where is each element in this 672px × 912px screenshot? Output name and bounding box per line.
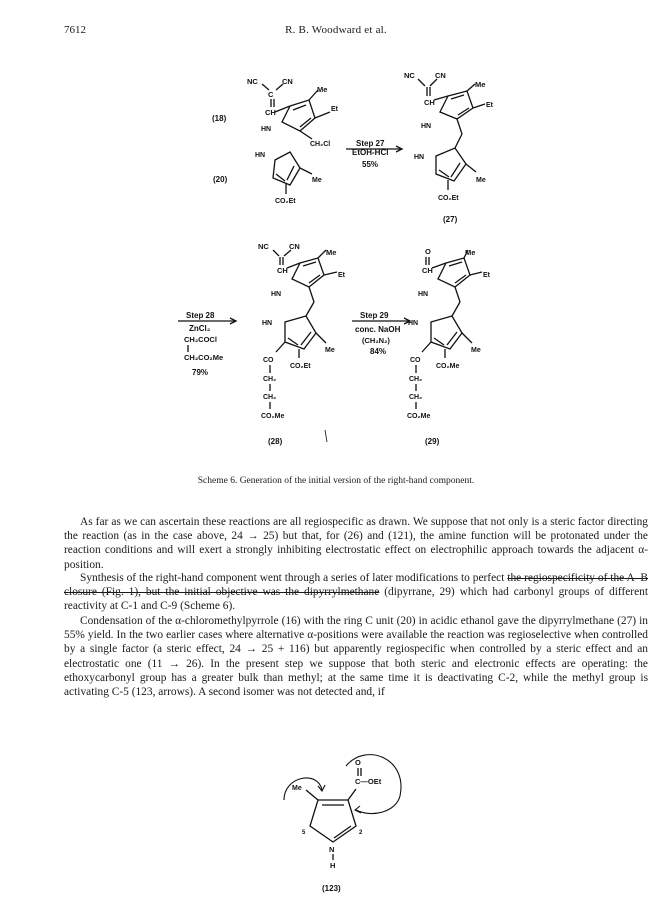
atom-co2et: CO₂Et	[275, 198, 296, 205]
atom-h: H	[330, 861, 336, 870]
step-27-title: Step 27	[356, 139, 385, 148]
step-29-r2: (CH₂N₂)	[362, 336, 390, 345]
step-28-r1: ZnCl₂	[189, 324, 211, 333]
atom-c: C	[268, 90, 274, 99]
label-20: (20)	[213, 175, 228, 184]
atom-co2et: CO₂Et	[290, 363, 311, 370]
atom-ch2: CH₂	[409, 376, 423, 383]
atom-ch2: CH₂	[263, 394, 277, 401]
atom-me: Me	[292, 785, 302, 792]
step-29-title: Step 29	[360, 311, 389, 320]
atom-c: C—OEt	[355, 777, 382, 786]
atom-o: O	[355, 758, 361, 767]
step-29-yield: 84%	[370, 347, 387, 356]
step-27-yield: 55%	[362, 160, 379, 169]
atom-co2me: CO₂Me	[261, 413, 285, 420]
atom-ch: CH	[265, 108, 276, 117]
atom-hn: HN	[255, 152, 266, 159]
atom-hn: HN	[271, 291, 282, 298]
atom-nc: NC	[258, 242, 269, 251]
atom-hn: HN	[418, 291, 429, 298]
position-2: 2	[359, 830, 363, 836]
atom-o: O	[425, 247, 431, 256]
compound-123	[284, 755, 401, 870]
atom-me: Me	[312, 177, 322, 184]
step-29-r1: conc. NaOH	[355, 325, 401, 334]
paragraph-3-text: Condensation of the α-chloromethylpyrrole (16) with the ring C unit (20) in acidic ethanol gave the dipyrrylmethane (27) in 55% yield. In the two earlier cases where alternative α-positions were available the reaction was regioselective when controlled by a single factor (a steric effect, 24 → 25 + 116) but apparently regiospecific when controlled by a steric effect and an electrostatic one (11 → 26). In the present step we suppose that both steric and electronic effects are operating: the ethoxycarbonyl group has a greater bulk than methyl; at the same time it is deactivating C-2, while the methyl group is activating C-5 (123, arrows). A second isomer was not detected and, if	[64, 615, 648, 699]
label-27: (27)	[443, 215, 458, 224]
atom-me: Me	[476, 177, 486, 184]
atom-nc: NC	[247, 77, 258, 86]
atom-hn: HN	[408, 320, 419, 327]
label-28: (28)	[268, 437, 283, 446]
atom-hn: HN	[421, 123, 432, 130]
atom-co: CO	[263, 357, 274, 364]
atom-ch: CH	[422, 266, 433, 275]
running-head: R. B. Woodward et al.	[285, 24, 387, 36]
atom-hn: HN	[261, 126, 272, 133]
paragraph-1-text: As far as we can ascertain these reactions are all regiospecific as drawn. We suppose that not only is a steric factor directing the reaction (as in the case above, 24 → 25) but that, for (26) and (121), the amine function will be protonated under the reaction conditions and will exert a strongly inhibiting electrostatic effect on electrophilic approach towards the adjacent α-position.	[64, 516, 648, 571]
paragraph-2-text-b: (dipyrrane, 29) which had carbonyl groups of different reactivity at C-1 and C-9 (Scheme 6).	[64, 586, 648, 613]
atom-ch: CH	[277, 266, 288, 275]
atom-ch2cl: CH₂Cl	[310, 141, 331, 148]
atom-et: Et	[483, 272, 490, 279]
atom-et: Et	[331, 106, 338, 113]
paragraph-2-text-a: Synthesis of the right-hand component went through a series of later modifications to perfect	[80, 572, 508, 584]
scheme-caption: Scheme 6. Generation of the initial version of the right-hand component.	[197, 476, 475, 486]
atom-me: Me	[325, 347, 335, 354]
step-28-r3: CH₂CO₂Me	[184, 353, 224, 362]
atom-co2et: CO₂Et	[438, 195, 459, 202]
step-27-reagent: EtOH-HCl	[352, 148, 389, 157]
atom-co2me: CO₂Me	[407, 413, 431, 420]
position-5: 5	[302, 830, 306, 836]
atom-cn: CN	[282, 77, 293, 86]
step-28-yield: 79%	[192, 368, 209, 377]
label-18: (18)	[212, 114, 227, 123]
atom-ch2: CH₂	[409, 394, 423, 401]
page-number: 7612	[64, 24, 86, 36]
atom-et: Et	[486, 102, 493, 109]
atom-me: Me	[326, 248, 337, 257]
atom-me: Me	[465, 248, 476, 257]
paragraph-2-struck-text: the regiospecificity of the A–B closure (Fig. 1), but the initial objective was the dipyrrylmethane	[64, 572, 648, 599]
label-123: (123)	[322, 884, 341, 893]
atom-ch2: CH₂	[263, 376, 277, 383]
atom-cn: CN	[289, 242, 300, 251]
atom-nc: NC	[404, 71, 415, 80]
atom-co: CO	[410, 357, 421, 364]
step-28-r2: CH₂COCl	[184, 335, 217, 344]
atom-hn: HN	[262, 320, 273, 327]
atom-me: Me	[471, 347, 481, 354]
atom-me: Me	[475, 80, 486, 89]
label-29: (29)	[425, 437, 440, 446]
atom-cn: CN	[435, 71, 446, 80]
step-28-title: Step 28	[186, 311, 215, 320]
atom-co2me: CO₂Me	[436, 363, 460, 370]
atom-n: N	[329, 845, 335, 854]
atom-et: Et	[338, 272, 345, 279]
atom-hn: HN	[414, 154, 425, 161]
atom-me: Me	[317, 85, 328, 94]
atom-ch: CH	[424, 98, 435, 107]
